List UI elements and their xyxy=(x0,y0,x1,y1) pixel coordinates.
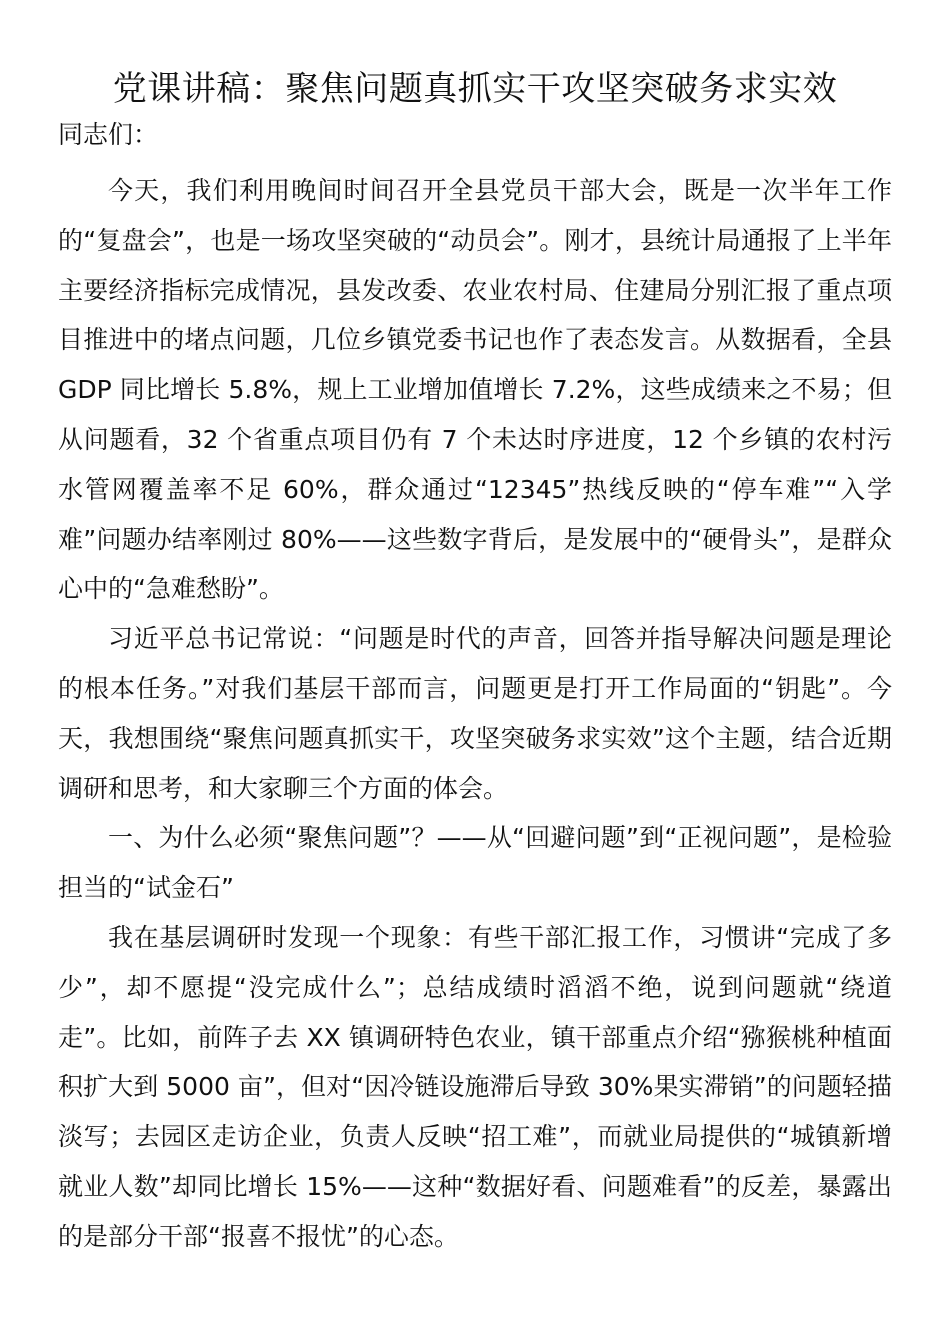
paragraph-observation: 我在基层调研时发现一个现象：有些干部汇报工作，习惯讲“完成了多少”，却不愿提“没完成什么”；总结成绩时滔滔不绝，说到问题就“绕道走”。比如，前阵子去 XX 镇调研特色农业，镇干部重点介绍“猕猴桃种植面积扩大到 5000 亩”，但对“因冷链设施滞后导致 30%果实滞销”的问题轻描淡写；去园区走访企业，负责人反映“招工难”，而就业局提供的“城镇新增就业人数”却同比增长 15%——这种“数据好看、问题难看”的反差，暴露出的是部分干部“报喜不报忧”的心态。 xyxy=(58,922,892,1251)
section-heading-1: 一、为什么必须“聚焦问题”？——从“回避问题”到“正视问题”，是检验担当的“试金石” xyxy=(58,823,892,903)
salutation: 同志们： xyxy=(58,120,159,149)
paragraph-opening: 今天，我们利用晚间时间召开全县党员干部大会，既是一次半年工作的“复盘会”，也是一场攻坚突破的“动员会”。刚才，县统计局通报了上半年主要经济指标完成情况，县发改委、农业农村局、住建局分别汇报了重点项目推进中的堵点问题，几位乡镇党委书记也作了表态发言。从数据看，全县 GDP 同比增长 5.8%，规上工业增加值增长 7.2%，这些成绩来之不易；但从问题看，32 个省重点项目仍有 7 个未达时序进度，12 个乡镇的农村污水管网覆盖率不足 60%，群众通过“12345”热线反映的“停车难”“入学难”问题办结率刚过 80%——这些数字背后，是发展中的“硬骨头”，是群众心中的“急难愁盼”。 xyxy=(58,176,892,604)
paragraph-quote-theme: 习近平总书记常说：“问题是时代的声音，回答并指导解决问题是理论的根本任务。”对我们基层干部而言，问题更是打开工作局面的“钥匙”。今天，我想围绕“聚焦问题真抓实干，攻坚突破务求实效”这个主题，结合近期调研和思考，和大家聊三个方面的体会。 xyxy=(58,624,892,803)
document-title: 党课讲稿：聚焦问题真抓实干攻坚突破务求实效 xyxy=(112,69,838,109)
